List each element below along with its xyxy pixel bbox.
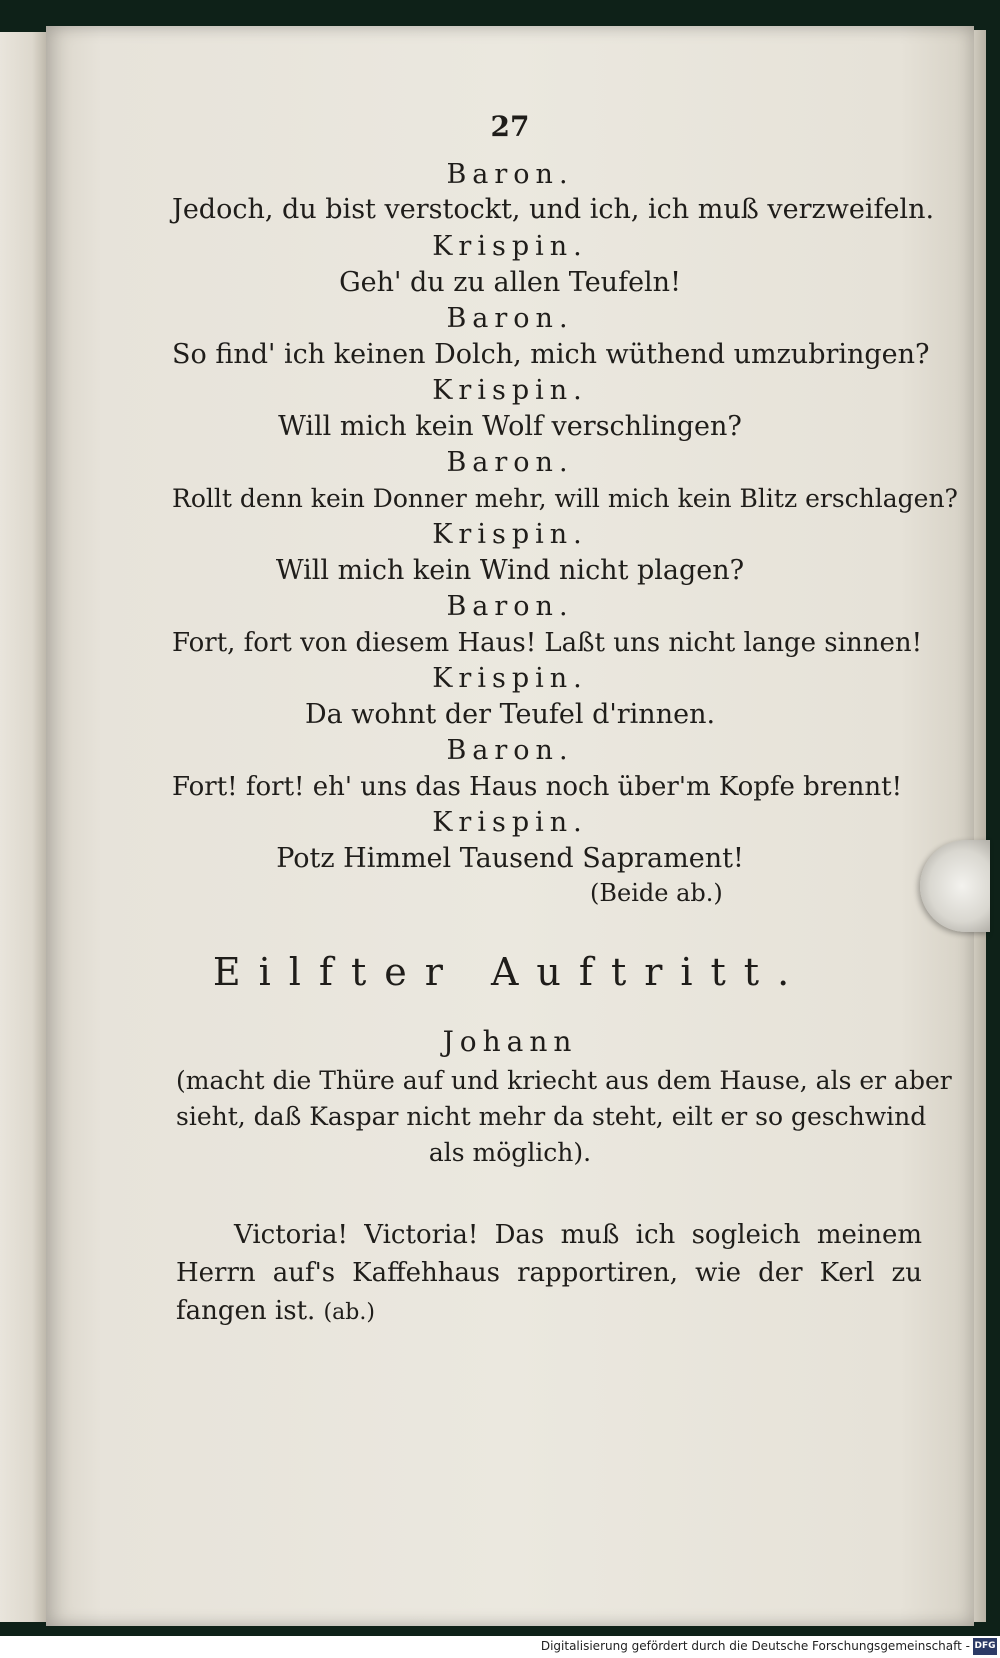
speaker-label: Krispin.: [432, 807, 588, 838]
speaker-label: Baron.: [446, 591, 574, 622]
dialogue-line: Geh' du zu allen Teufeln!: [339, 267, 681, 298]
dialogue-line: So find' ich keinen Dolch, mich wüthend umzubringen?: [172, 339, 930, 370]
scene-direction-line: sieht, daß Kaspar nicht mehr da steht, eilt er so geschwind: [176, 1102, 927, 1131]
left-page-edge: [0, 32, 48, 1622]
scene-direction-line: (macht die Thüre auf und kriecht aus dem Hause, als er aber: [176, 1066, 952, 1095]
dialogue-line: Da wohnt der Teufel d'rinnen.: [304, 699, 716, 730]
dialogue-line: Fort, fort von diesem Haus! Laßt uns nicht lange sinnen!: [172, 628, 923, 658]
footer-bar: [0, 1636, 1000, 1658]
closing-exit: (ab.): [323, 1300, 375, 1325]
dialogue-line: Will mich kein Wolf verschlingen?: [278, 411, 742, 442]
stage-direction-exit: (Beide ab.): [590, 879, 723, 907]
speaker-label: Baron.: [446, 159, 574, 190]
dialogue-line: Fort! fort! eh' uns das Haus noch über'm Kopfe brennt!: [172, 772, 903, 802]
dfg-logo: DFG: [973, 1638, 997, 1655]
scene-direction-line: als möglich).: [428, 1138, 592, 1167]
speaker-label: Krispin.: [432, 519, 588, 550]
dialogue-line: Potz Himmel Tausend Saprament!: [276, 843, 744, 874]
closing-speech-text: fangen ist.: [176, 1296, 316, 1326]
speaker-label: Baron.: [446, 303, 574, 334]
dialogue-line: Rollt denn kein Donner mehr, will mich kein Blitz erschlagen?: [172, 484, 958, 513]
speaker-label: Baron.: [446, 735, 574, 766]
footer-credit: Digitalisierung gefördert durch die Deutsche Forschungsgemeinschaft -: [540, 1639, 970, 1653]
page-right-edge: [974, 30, 986, 1622]
speaker-label: Baron.: [446, 447, 574, 478]
dialogue-line: Jedoch, du bist verstockt, und ich, ich muß verzweifeln.: [172, 194, 935, 225]
scene-speaker: Johann: [442, 1025, 578, 1058]
speaker-label: Krispin.: [432, 231, 588, 262]
page-number: 27: [490, 110, 530, 143]
speaker-label: Krispin.: [432, 375, 588, 406]
closing-speech-line: [176, 1294, 375, 1330]
closing-speech-line: Herrn auf's Kaffehhaus rapportiren, wie der Kerl zu: [176, 1258, 922, 1288]
speaker-label: Krispin.: [432, 663, 588, 694]
closing-speech-line: Victoria! Victoria! Das muß ich sogleich meinem: [234, 1220, 922, 1250]
dialogue-line: Will mich kein Wind nicht plagen?: [275, 555, 745, 586]
scene-heading: Eilfter Auftritt.: [212, 950, 808, 994]
